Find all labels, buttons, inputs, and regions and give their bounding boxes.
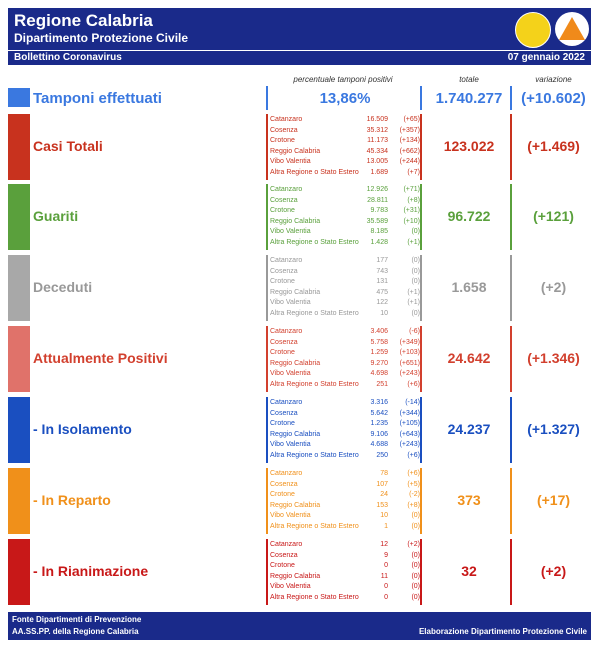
province-value: 11 <box>380 572 388 580</box>
province-value: 131 <box>376 278 388 285</box>
province-row <box>270 278 420 287</box>
province-delta: (+71) <box>403 186 420 193</box>
province-row <box>270 594 420 603</box>
tamponi-variazione: (+10.602) <box>521 90 586 107</box>
province-value: 28.811 <box>367 196 388 204</box>
province-value: 35.312 <box>366 126 388 134</box>
region-logo-icon <box>515 12 551 48</box>
province-row <box>270 116 420 125</box>
province-value: 12 <box>380 541 388 548</box>
province-row <box>270 257 420 266</box>
province-delta: (+1) <box>407 238 420 246</box>
province-row <box>270 328 420 337</box>
section-title: Casi Totali <box>33 138 103 154</box>
header-bar <box>8 8 591 50</box>
province-row <box>270 158 420 167</box>
province-value: 743 <box>376 267 388 275</box>
province-row <box>270 289 420 298</box>
province-value: 3.316 <box>370 399 388 406</box>
province-name: Catanzaro <box>270 541 303 548</box>
province-value: 11.173 <box>367 137 388 144</box>
province-row <box>270 207 420 216</box>
separator <box>420 86 422 110</box>
province-name: Reggio Calabria <box>270 288 321 296</box>
province-row <box>270 228 420 237</box>
province-name: Cosenza <box>270 126 298 134</box>
province-delta: (+105) <box>399 420 420 427</box>
section-row <box>8 468 591 534</box>
separator <box>510 397 512 463</box>
province-value: 9.106 <box>370 430 388 438</box>
province-row <box>270 410 420 419</box>
province-row <box>270 541 420 550</box>
section-color-bar <box>8 468 30 534</box>
province-delta: (0) <box>411 522 420 530</box>
section-title: - In Isolamento <box>33 421 132 437</box>
section-title: - In Reparto <box>33 492 111 508</box>
province-value: 9.783 <box>370 207 388 214</box>
province-delta: (+349) <box>399 338 420 346</box>
province-value: 0 <box>384 562 388 569</box>
section-color-bar <box>8 114 30 180</box>
separator <box>266 86 268 110</box>
province-row <box>270 420 420 429</box>
section-title: Deceduti <box>33 279 93 295</box>
separator <box>266 255 268 321</box>
col-header-variazione: variazione <box>535 75 572 84</box>
province-name: Cosenza <box>270 409 298 417</box>
bulletin-title: Bollettino Coronavirus <box>14 52 122 63</box>
province-delta: (+31) <box>403 207 420 214</box>
separator <box>420 468 422 534</box>
province-delta: (+651) <box>399 359 420 367</box>
province-value: 153 <box>376 501 388 509</box>
section-row <box>8 539 591 605</box>
province-value: 5.758 <box>370 338 388 346</box>
separator <box>420 184 422 250</box>
province-delta: (+243) <box>399 370 420 377</box>
province-value: 0 <box>384 593 388 601</box>
section-variazione: (+121) <box>533 208 574 224</box>
province-row <box>270 441 420 450</box>
section-totale: 96.722 <box>447 208 491 224</box>
province-row <box>270 583 420 592</box>
province-delta: (0) <box>411 562 420 569</box>
province-row <box>270 218 420 227</box>
province-delta: (+7) <box>407 168 420 176</box>
province-value: 177 <box>376 257 388 264</box>
section-totale: 123.022 <box>443 138 495 154</box>
province-delta: (-14) <box>405 399 420 406</box>
province-name: Altra Regione o Stato Estero <box>270 238 359 246</box>
province-row <box>270 573 420 582</box>
province-delta: (+103) <box>399 349 420 356</box>
section-row <box>8 397 591 463</box>
province-delta: (-6) <box>409 328 420 335</box>
province-value: 250 <box>376 451 388 459</box>
province-list <box>270 186 420 248</box>
province-row <box>270 360 420 369</box>
province-delta: (0) <box>411 309 420 317</box>
province-value: 1.428 <box>370 238 388 246</box>
province-name: Altra Regione o Stato Estero <box>270 380 359 388</box>
col-header-perc: percentuale tamponi positivi <box>293 75 393 84</box>
section-totale: 1.658 <box>451 279 487 295</box>
province-name: Vibo Valentia <box>270 512 311 519</box>
separator <box>266 326 268 392</box>
section-variazione: (+2) <box>540 279 567 295</box>
separator <box>266 397 268 463</box>
col-header-totale: totale <box>459 75 479 84</box>
section-color-bar <box>8 397 30 463</box>
section-totale: 32 <box>461 563 477 579</box>
province-row <box>270 431 420 440</box>
province-value: 16.509 <box>366 116 388 123</box>
province-row <box>270 452 420 461</box>
province-name: Crotone <box>270 278 295 285</box>
separator <box>420 114 422 180</box>
province-delta: (0) <box>411 267 420 275</box>
footer-source: Fonte Dipartimenti di Prevenzione <box>12 615 142 624</box>
section-color-bar <box>8 326 30 392</box>
province-name: Crotone <box>270 420 295 427</box>
section-variazione: (+1.469) <box>527 138 580 154</box>
province-name: Reggio Calabria <box>270 572 321 580</box>
province-name: Crotone <box>270 207 295 214</box>
tamponi-label: Tamponi effettuati <box>33 90 162 107</box>
province-delta: (0) <box>411 228 420 235</box>
province-name: Vibo Valentia <box>270 158 311 165</box>
section-variazione: (+2) <box>540 563 567 579</box>
province-row <box>270 197 420 206</box>
province-row <box>270 512 420 521</box>
province-delta: (0) <box>411 512 420 519</box>
region-title: Regione Calabria <box>14 11 153 30</box>
province-delta: (+6) <box>407 380 420 388</box>
province-name: Crotone <box>270 562 295 569</box>
province-row <box>270 169 420 178</box>
separator <box>420 255 422 321</box>
separator <box>266 539 268 605</box>
province-value: 4.698 <box>370 370 388 377</box>
province-row <box>270 552 420 561</box>
footer-asp: AA.SS.PP. della Regione Calabria <box>12 627 139 636</box>
province-row <box>270 502 420 511</box>
separator <box>420 539 422 605</box>
province-value: 0 <box>384 583 388 590</box>
department-subtitle: Dipartimento Protezione Civile <box>14 31 189 45</box>
province-list <box>270 257 420 319</box>
province-value: 13.005 <box>366 158 388 165</box>
section-row <box>8 255 591 321</box>
province-value: 1 <box>384 522 388 530</box>
province-name: Reggio Calabria <box>270 217 321 225</box>
province-name: Reggio Calabria <box>270 501 321 509</box>
tamponi-perc: 13,86% <box>319 90 371 107</box>
province-name: Reggio Calabria <box>270 147 321 155</box>
province-delta: (+344) <box>399 409 420 417</box>
civil-protection-logo-icon <box>555 12 589 46</box>
province-row <box>270 491 420 500</box>
province-name: Catanzaro <box>270 186 303 193</box>
province-delta: (0) <box>411 551 420 559</box>
separator <box>510 114 512 180</box>
province-value: 12.926 <box>366 186 388 193</box>
province-row <box>270 349 420 358</box>
province-name: Cosenza <box>270 480 298 488</box>
tamponi-totale: 1.740.277 <box>435 90 503 107</box>
section-color-bar <box>8 184 30 250</box>
province-row <box>270 299 420 308</box>
province-row <box>270 186 420 195</box>
province-delta: (+357) <box>399 126 420 134</box>
province-delta: (+10) <box>403 217 420 225</box>
province-delta: (+65) <box>403 116 420 123</box>
province-delta: (+5) <box>407 480 420 488</box>
province-delta: (+8) <box>407 501 420 509</box>
province-delta: (+8) <box>407 196 420 204</box>
province-delta: (+244) <box>399 158 420 165</box>
separator <box>266 184 268 250</box>
province-value: 3.406 <box>370 328 388 335</box>
separator <box>510 468 512 534</box>
province-name: Catanzaro <box>270 470 303 477</box>
province-name: Altra Regione o Stato Estero <box>270 522 359 530</box>
province-row <box>270 481 420 490</box>
province-value: 1.689 <box>370 168 388 176</box>
section-totale: 373 <box>457 492 481 508</box>
province-value: 107 <box>376 480 388 488</box>
province-name: Catanzaro <box>270 116 303 123</box>
footer-credit: Elaborazione Dipartimento Protezione Civile <box>418 627 587 636</box>
province-value: 10 <box>380 512 388 519</box>
province-delta: (+243) <box>399 441 420 448</box>
province-list <box>270 328 420 390</box>
province-value: 8.185 <box>370 228 388 235</box>
province-delta: (+1) <box>407 299 420 306</box>
province-name: Altra Regione o Stato Estero <box>270 593 359 601</box>
province-name: Vibo Valentia <box>270 228 311 235</box>
province-list <box>270 116 420 178</box>
province-list <box>270 541 420 603</box>
tamponi-color-bar <box>8 88 30 107</box>
separator <box>420 397 422 463</box>
province-name: Crotone <box>270 137 295 144</box>
province-name: Cosenza <box>270 551 298 559</box>
province-row <box>270 148 420 157</box>
tamponi-row <box>8 86 591 110</box>
province-name: Altra Regione o Stato Estero <box>270 451 359 459</box>
section-row <box>8 326 591 392</box>
separator <box>510 255 512 321</box>
province-value: 251 <box>376 380 388 388</box>
province-list <box>270 470 420 532</box>
bulletin-bar <box>8 51 591 65</box>
separator <box>510 184 512 250</box>
province-value: 9 <box>384 551 388 559</box>
separator <box>510 86 512 110</box>
province-row <box>270 381 420 390</box>
province-name: Vibo Valentia <box>270 370 311 377</box>
bulletin-date: 07 gennaio 2022 <box>507 52 585 63</box>
section-title: Guariti <box>33 208 79 224</box>
section-variazione: (+1.327) <box>527 421 580 437</box>
province-delta: (0) <box>411 278 420 285</box>
section-variazione: (+17) <box>536 492 571 508</box>
footer-bar <box>8 612 591 640</box>
section-row <box>8 114 591 180</box>
province-row <box>270 137 420 146</box>
province-row <box>270 239 420 248</box>
section-color-bar <box>8 255 30 321</box>
province-delta: (0) <box>411 572 420 580</box>
province-row <box>270 399 420 408</box>
province-delta: (+2) <box>407 541 420 548</box>
province-value: 45.334 <box>366 147 388 155</box>
province-delta: (-2) <box>409 491 420 498</box>
province-name: Altra Regione o Stato Estero <box>270 309 359 317</box>
province-value: 4.688 <box>370 441 388 448</box>
separator <box>266 114 268 180</box>
province-delta: (0) <box>411 583 420 590</box>
province-row <box>270 127 420 136</box>
province-value: 9.270 <box>370 359 388 367</box>
province-name: Vibo Valentia <box>270 299 311 306</box>
section-title: - In Rianimazione <box>33 563 149 579</box>
section-totale: 24.237 <box>447 421 491 437</box>
province-name: Catanzaro <box>270 257 303 264</box>
province-name: Altra Regione o Stato Estero <box>270 168 359 176</box>
province-delta: (0) <box>411 257 420 264</box>
province-row <box>270 268 420 277</box>
province-row <box>270 370 420 379</box>
province-value: 122 <box>376 299 388 306</box>
section-totale: 24.642 <box>447 350 491 366</box>
province-row <box>270 339 420 348</box>
province-value: 1.235 <box>370 420 388 427</box>
province-delta: (+134) <box>399 137 420 144</box>
province-delta: (0) <box>411 593 420 601</box>
separator <box>266 468 268 534</box>
province-name: Catanzaro <box>270 328 303 335</box>
separator <box>420 326 422 392</box>
province-row <box>270 523 420 532</box>
province-list <box>270 399 420 461</box>
section-variazione: (+1.346) <box>527 350 580 366</box>
province-delta: (+6) <box>407 470 420 477</box>
province-delta: (+662) <box>399 147 420 155</box>
section-title: Attualmente Positivi <box>33 350 168 366</box>
province-value: 10 <box>380 309 388 317</box>
province-value: 5.642 <box>370 409 388 417</box>
province-value: 24 <box>380 491 388 498</box>
province-name: Reggio Calabria <box>270 430 321 438</box>
province-delta: (+643) <box>399 430 420 438</box>
section-color-bar <box>8 539 30 605</box>
separator <box>510 539 512 605</box>
province-name: Cosenza <box>270 338 298 346</box>
province-name: Crotone <box>270 349 295 356</box>
province-name: Cosenza <box>270 196 298 204</box>
province-name: Vibo Valentia <box>270 583 311 590</box>
province-delta: (+6) <box>407 451 420 459</box>
province-name: Reggio Calabria <box>270 359 321 367</box>
province-name: Cosenza <box>270 267 298 275</box>
province-row <box>270 310 420 319</box>
province-name: Vibo Valentia <box>270 441 311 448</box>
province-row <box>270 562 420 571</box>
province-value: 35.589 <box>366 217 388 225</box>
province-value: 78 <box>380 470 388 477</box>
province-row <box>270 470 420 479</box>
province-value: 475 <box>376 288 388 296</box>
province-name: Crotone <box>270 491 295 498</box>
province-delta: (+1) <box>407 288 420 296</box>
province-value: 1.259 <box>370 349 388 356</box>
province-name: Catanzaro <box>270 399 303 406</box>
section-row <box>8 184 591 250</box>
separator <box>510 326 512 392</box>
